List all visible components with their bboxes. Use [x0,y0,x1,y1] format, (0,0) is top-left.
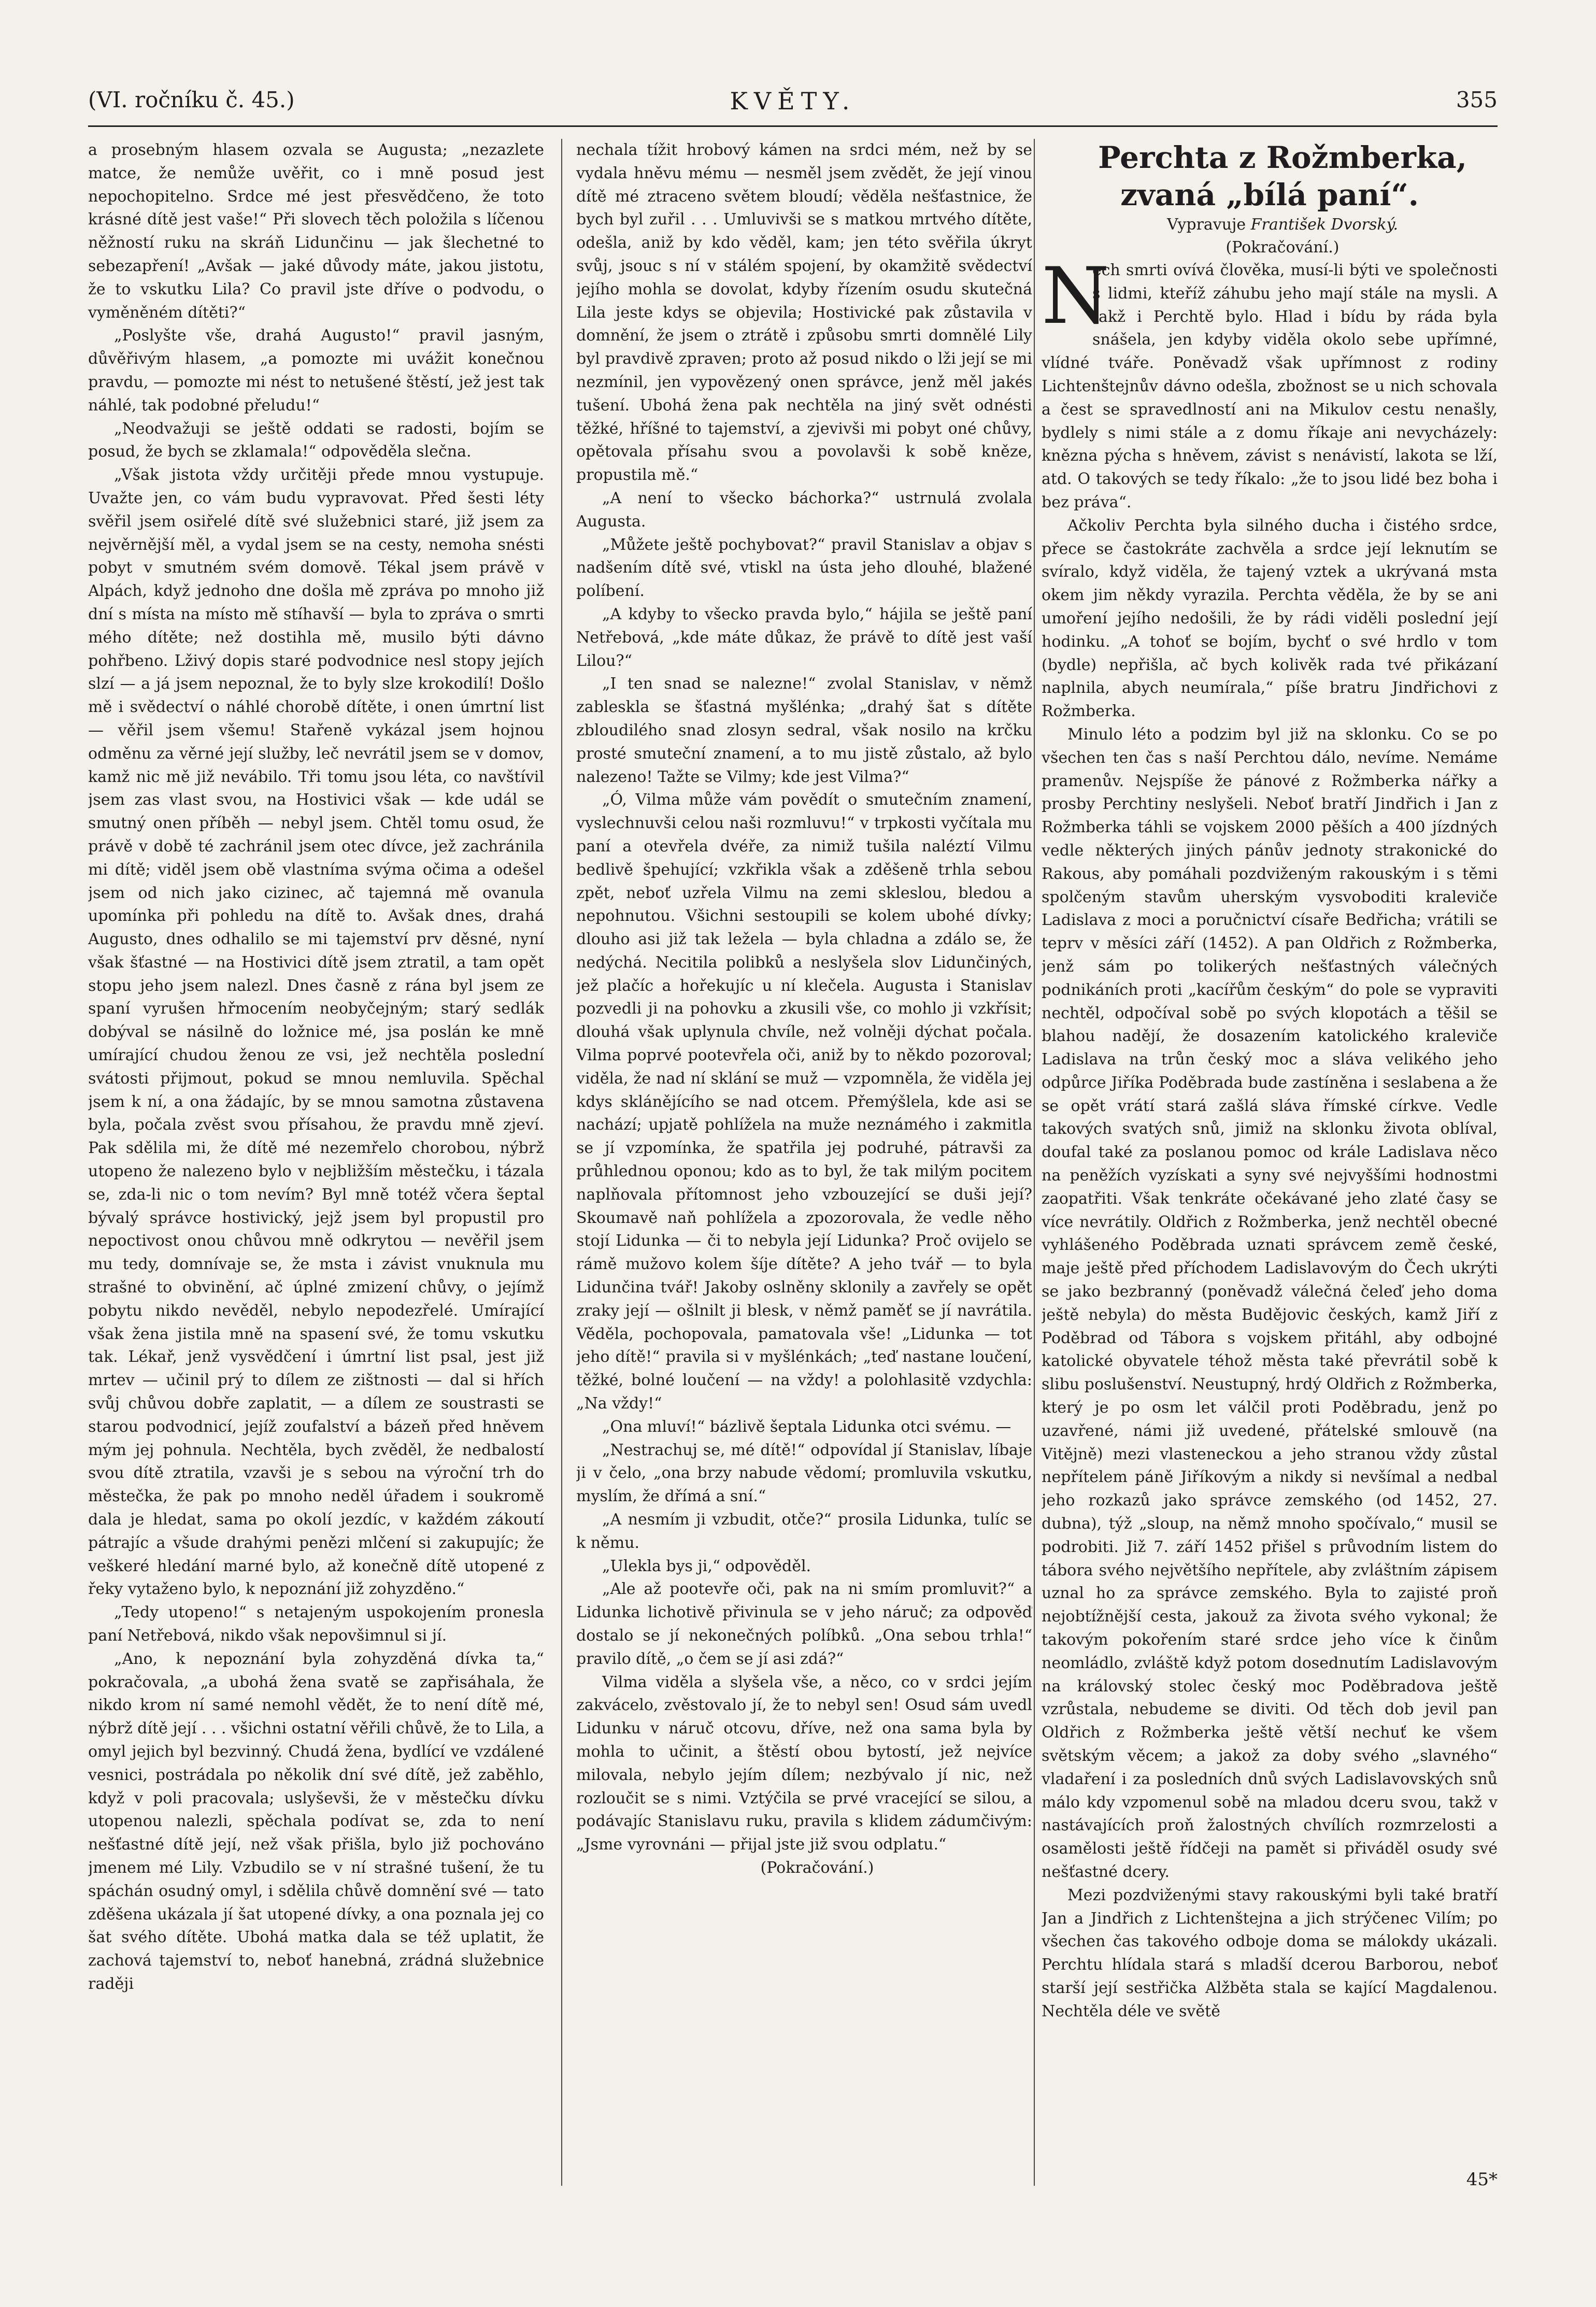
column-right [1042,139,1498,2212]
paragraph: „I ten snad se nalezne!“ zvolal Stanislav, v němž zableskla se šťastná myšlénka; „drahý šat s dítěte zbloudilého snad zlosyn sedral, však nosilo na krčku prosté smuteční znamení, a to mu jistě zůstalo, až bylo nalezeno! Tažte se Vilmy; kde jest Vilma?“ [576,675,1032,786]
paragraph: „Ulekla bys ji,“ odpověděl. [602,1557,811,1575]
paragraph: „Tedy utopeno!“ s netajeným uspokojením pronesla paní Netřebová, nikdo však nepovšimnul si jí. [88,1603,544,1645]
byline [1042,213,1498,236]
byline-prefix: Vypravuje [1166,216,1246,234]
column-left [88,139,544,2212]
drop-cap: N [1042,251,1110,341]
column-divider [1034,139,1035,2186]
author-name: František Dvorský. [1250,216,1399,234]
paragraph: „Ó, Vilma může vám povědít o smutečním znamení, vyslechnuvši celou naši rozmluvu!“ v trpkosti vyčítala mu paní a otevřela dvéře, za nimiž tušila naléztí Vilmu bedlivě špehující; vzkřikla však a zděšeně trhla sebou zpět, neboť uzřela Vilmu na zemi skleslou, bledou a nepohnutou. Všichni sestoupili se kolem ubohé dívky; dlouho asi již tak ležela — byla chladna a zdálo se, že nedýchá. Necitila polibků a neslyšela slov Lidunčiných, jež plačíc a hořekujíc u ní klečela. Augusta i Stanislav pozvedli ji na pohovku a zkusili vše, co mohlo ji vzkřísit; dlouhá však uplynula chvíle, než volněji dýchat počala. Vilma poprvé pootevřela oči, aniž by to někdo pozoroval; viděla, že nad ní sklání se muž — vzpomněla, že viděla jej kdys sklánějícího se nad otcem. Přemýšlela, kde asi se nachází; upjatě pohlížela na muže neznámého i zakmitla se jí vzpomínka, že spatřila jej podruhé, pátravši za průhlednou oponou; kdo as to byl, že tak milým pocitem naplňovala přítomnost jeho vzbouzející se duši její? Skoumavě naň pohlížela a zpozorovala, že vedle něho stojí Lidunka — či to nebyla její Lidunka? Proč ovijelo se rámě mužovo kolem šíje dítěte? A jeho tvář — to byla Lidunčina tvář! Jakoby oslněny sklonily a zavřely se opět zraky její — ošlnilt ji blesk, v němž paměť se jí navrátila. Věděla, pochopovala, pamatovala vše! „Lidunka — tot jeho dítě!“ pravila si v myšlénkách; „teď nastane loučení, těžké, bolné loučení — na vždy! a polohlasitě vzdychla: „Na vždy!“ [576,791,1032,1413]
continued-label: (Pokračování.) [1226,238,1340,257]
paragraph: „A není to všecko báchorka?“ ustrnulá zvolala Augusta. [576,489,1032,531]
paragraph: „Neodvažuji se ještě oddati se radosti, bojím se posud, že bych se zklamala!“ odpověděla slečna. [88,419,544,461]
header-rule [88,125,1498,127]
paragraph: „A nesmím ji vzbudit, otče?“ prosila Lidunka, tulíc se k němu. [576,1511,1032,1552]
volume-info: (VI. ročníku č. 45.) [88,87,295,112]
column-middle [576,139,1032,2212]
paragraph [1042,251,1498,515]
paragraph: „Můžete ještě pochybovat?“ pravil Stanislav a objav s nadšením dítě své, vtiskl na ústa jeho dlouhé, blažené políbení. [576,535,1032,601]
column-divider [561,139,562,2186]
paragraph-text: ech smrti ovívá člověka, musí-li býti ve společnosti s lidmi, kteříž záhubu jeho mají stále na mysli. A takž i Perchtě bylo. Hlad i bídu by ráda byla snášela, jen kdyby viděla okolo sebe upřímné, vlídné tváře. Poněvadž však upřímnost z rodiny Lichtenštejnův dávno odešla, zbožnost se u nich schovala a čest se spravedlností ani na Mikulov cestu nenašly, bydlely s nimi stále a z domu říkaje ani nevycházely: knězna pýcha s hněvem, závist s nenávistí, lakota se lží, atd. O takových se tedy říkalo: „že to jsou lidé bez boha i bez práva“. [1042,261,1498,511]
page-header [88,87,1498,129]
paragraph: Ačkoliv Perchta byla silného ducha i čistého srdce, přece se častokráte zachvěla a srdce její leknutím se svíralo, když viděla, že tajený vztek a ukrývaná msta okem jim někdy vyrazila. Perchta věděla, že by se ani umoření jejího nedošili, že by rádi viděli poslední její hodinku. „A tohoť se bojím, bychť o své hrdlo v tom (bydle) nepřišla, ač bych kolivěk rada tvé přikázaní naplnila, abych neumírala,“ píše bratru Jindřichovi z Rožmberka. [1042,516,1498,721]
continued-note: (Pokračování.) [760,1858,874,1877]
paragraph: „Ona mluví!“ bázlivě šeptala Lidunka otci svému. — [602,1417,1011,1436]
paragraph: Minulo léto a podzim byl již na sklonku. Co se po všechen ten čas s naší Perchtou dálo, nevíme. Nemáme pramenův. Nejspíše že pánové z Rožmberka nářky a prosby Perchtiny neslyšeli. Neboť bratří Jindřich i Jan z Rožmberka táhli se vojskem 2000 pěších a 400 jízdných vedle některých jiných pánův jednoty strakonické do Rakous, aby pomáhali pozdviženým rakouským i s těmi spolčeným stavům uherským vysvoboditi kraleviče Ladislava z moci a poručnictví císaře Bedřicha; vrátili se teprv v měsíci září (1452). A pan Oldřich z Rožmberka, jenž sám po tolikerých nešťastných válečných podnikáních proti „kacířům českým“ do pole se vypraviti nechtěl, odpočíval sobě po svých klopotách a těšil se blahou nadějí, že dosazením katolického kraleviče Ladislava na trůn český moc a sláva velikého jeho odpůrce Jiříka Poděbrada bude zastíněna i seslabena a že se opět vrátí stará zašlá sláva římské církve. Vedle takových svatých snů, jimiž na sklonku života oblíval, doufal také za poslanou pomoc od krále Ladislava něco na peněžích vyzískati a syny své nejvyššími hodnostmi zaopatřiti. Však tenkráte očekávané jeho zlaté časy se více nevrátily. Oldřich z Rožmberka, jenž nechtěl obecné vyhlášeného Poděbrada uznati správcem země české, maje ještě před příchodem Ladislavovým do Čech ukrýti se jako bezbranný (poněvadž válečná čeleď jeho doma ještě nebyla) do města Budějovic českých, kamž Jiří z Poděbrad od Tábora s vojskem přitáhl, aby odbojné katolické obyvatele téhož města také převrátil sobě k slibu poslušenství. Neustupný, hrdý Oldřich z Rožmberka, který je po osm let válčil proti Poděbradu, jenž po uzavřené, námi již uvedené, přátelské smlouvě (na Vitějně) mezi vlasteneckou a jeho stranou vždy zůstal nepřítelem páně Jiříkovým a nikdy si nevšímal a nedbal jeho rozkazů jako správce zemského (od 1452, 27. dubna), týž „sloup, na němž mnoho spočívalo,“ musil se podrobiti. Již 7. září 1452 přišel s průvodním listem do tábora svého největšího nepřítele, aby zvláštním zápisem uznal ho za správce zemského. Byla to zajisté proň nejobtížnější cesta, jakouž za života svého vykonal; že takovým pokořením staré srdce jeho více k činům neomládlo, zvláště když potom dosednutím Ladislavovým na královský stolec český moc Poděbradova ještě vzrůstala, nebudeme se diviti. Od těch dob jevil pan Oldřich z Rožmberka ještě větší nechuť ke všem světským věcem; a jakož za doby svého „slavného“ vladaření i za posledních dnů svých Ladislavovských snů málo kdy vzpomenul sobě na mladou dceru svou, takž v nastávajících proň žalostných chvílích rozmrzelosti a osamělosti ještě řídčeji na pamět si přiváděl osudy své nešťastné dcery. [1042,725,1498,1881]
paragraph: Vilma viděla a slyšela vše, a něco, co v srdci jejím zakvácelo, zvěstovalo jí, že to nebyl sen! Osud sám uvedl Lidunku v náruč otcovu, dříve, než ona sama byla by mohla to učinit, a štěstí obou bytostí, jež nejvíce milovala, nebylo jejím dílem; nezbývalo jí nic, než rozloučit se s nimi. Vztýčila se prvé vracející se silou, a podávajíc Stanislavu ruku, pravila s klidem zádumčivým: „Jsme vyrovnáni — přijal jste již svou odplatu.“ [576,1673,1032,1854]
journal-title: KVĚTY. [730,87,856,115]
paragraph: „A kdyby to všecko pravda bylo,“ hájila se ještě paní Netřebová, „kde máte důkaz, že právě to dítě jest vaší Lilou?“ [576,605,1032,670]
paragraph: „Ale až pootevře oči, pak na ni smím promluvit?“ a Lidunka lichotivě přivinula se v jeho náruč; za odpověď dostalo se jí nekonečných políbků. „Ona sebou trhla!“ pravilo dítě, „o čem se jí asi zdá?“ [576,1580,1032,1668]
paragraph: „Však jistota vždy určitěji přede mnou vystupuje. Uvažte jen, co vám budu vypravovat. Před šesti léty svěřil jsem osiřelé dítě své služebnici staré, již jsem za nejvěrnější měl, a vydal jsem se na cesty, nemoha snésti pobyt v smutném svém domově. Tékal jsem právě v Alpách, když jednoho dne došla mě zpráva po mnoho již dní s místa na místo mě stíhavší — byla to zpráva o smrti mého dítěte; než dostihla mě, musilo býti dávno pohřbeno. Lživý dopis staré podvodnice nesl stopy jejích slzí — a já jsem nepoznal, že to byly slze krokodilí! Došlo mě i svědectví o náhlé chorobě dítěte, i onen úmrtní list — věřil jsem všemu! Stařeně vykázal jsem hojnou odměnu za věrné její služby, leč nevrátil jsem se v domov, kamž nic mě již nevábilo. Tři tomu jsou léta, co navštívil jsem zas vlast svou, na Hostivici však — kde udál se smutný onen příběh — nebyl jsem. Chtěl tomu osud, že právě v době té zachránil jsem otec dívce, jež zachránila mi dítě; viděl jsem obě vlastníma svýma očima a odešel jsem od nich jako cizinec, ač tajemná mě ovanula upomínka při pohledu na dítě to. Avšak dnes, drahá Augusto, dnes odhalilo se mi tajemství prv děsné, nyní však šťastné — na Hostivici dítě jsem ztratil, a tam opět stopu jeho jsem nalezl. Dnes časně z rána byl jsem ze spaní vyrušen hřmocením neobyčejným; starý sedlák dobýval se násilně do ložnice mé, jsa poslán ke mně umírající chudou ženou ze vsi, jež nechtěla poslední svátosti přijmout, pokud se mnou nemluvila. Spěchal jsem k ní, a ona žádajíc, by se mnou samotna zůstavena byla, počala zvěst svou přísahou, že pravdu mně zjeví. Pak sdělila mi, že dítě mé nezemřelo chorobou, nýbrž utopeno že nalezeno bylo v nejbližším městečku, i tázala se, zda-li nic o tom nevím? Byl mně totéž včera šeptal bývalý správce hostivický, jejž jsem byl propustil pro nepoctivost onou chůvou mně odkrytou — nevěřil jsem mu tedy, domnívaje se, že msta i závist vnuknula mu strašné to obvinění, ač úplné zmizení chůvy, o jejímž pobytu nikdo nevěděl, nebylo nepodezřelé. Umírající však žena jistila mně na spasení své, že tomu vskutku tak. Lékař, jenž vysvědčení i úmrtní list psal, jest již mrtev — učinil prý to dílem ze zištnosti — dal si hřích svůj chůvou dobře zaplatit, — a dílem ze soustrasti se starou podvodnicí, jejíž zoufalství a bázeň před hněvem mým jej pohnula. Nechtěla, bych zvěděl, že nedbalostí svou dítě ztratila, vzavši je s sebou na výroční trh do městečka, že pak po mnoho neděl úřadem i soukromě dala je hledat, sama po okolí jezdíc, v každém zákoutí pátrajíc a všude drahými penězi mlčení si zakupujíc; že veškeré hledání marné bylo, až konečně dítě utopené z řeky vytaženo bylo, k nepoznání již zohyzděno.“ [88,466,544,1599]
page-number: 355 [1456,87,1498,112]
paragraph: „Ano, k nepoznání byla zohyzděná dívka ta,“ pokračovala, „a ubohá žena svatě se zapřisáhala, že nikdo krom ní samé nemohl vědět, že to není dítě mé, nýbrž dítě její . . . všichni ostatní věřili chůvě, že to Lila, a omyl jejich byl bezvinný. Chudá žena, bydlící ve vzdálené vesnici, postrádala po několik dní své dítě, jež zaběhlo, když v poli pracovala; uslyševši, že v městečku dívku utopenou nalezli, spěchala podívat se, zda to není nešťastné dítě její, než však přišla, bylo již pochováno jmenem mé Lily. Vzbudilo se v ní strašné tušení, že tu spáchán osudný omyl, i sdělila chůvě domnění své — tato zděšena ukázala jí šat utopené dívky, a ona poznala jej co šat svého dítěte. Ubohá matka dala se též uplatit, že zachová tajemství to, neboť hanebná, zrádná služebnice raději [88,1649,544,1993]
paragraph: a prosebným hlasem ozvala se Augusta; „nezazlete matce, že nemůže uvěřit, co i mně posud jest nepochopitelno. Srdce mé jest přesvědčeno, že toto krásné dítě jest vaše!“ Při slovech těch položila s líčenou něžností ruku na skráň Lidunčinu — jak šlechetné to sebezapření! „Avšak — jaké důvody máte, jakou jistotu, že to vskutku Lila? Co pravil jste dříve o podvodu, o vyměněném dítěti?“ [88,141,544,322]
article-title: Perchta z Rožmberka, zvaná „bílá paní“. [1098,140,1467,212]
paragraph: „Nestrachuj se, mé dítě!“ odpovídal jí Stanislav, líbaje ji v čelo, „ona brzy nabude vědomí; promluvila vskutku, myslím, že dřímá a sní.“ [576,1441,1032,1506]
paragraph: nechala tížit hrobový kámen na srdci mém, než by se vydala hněvu mému — nesměl jsem zvědět, že její vinou dítě mé ztraceno světem bloudí; věděla nešťastnice, že bych byl zuřil . . . Umluvivši se s matkou mrtvého dítěte, odešla, aniž by kdo věděl, kam; jen této svěřila úkryt svůj, jsouc s ní v stálém spojení, by okamžitě svědectví jejího mohla se dovolat, kdyby řízením osudu skutečná Lila jeste kdys se objevila; Hostivické pak zůstavila v domnění, že jsem o ztrátě i způsobu smrti domnělé Lily byl pravdivě zpraven; proto až posud nikdo o lži její se mi nezmínil, jen vypovězený onen správce, jenž měl jakés tušení. Ubohá žena pak nechtěla na jiný svět odnésti těžké, hříšné to tajemství, a zjevivši mi pobyt oné chůvy, opětovala přísahu svou a povolavši k sobě kněze, propustila mě.“ [576,141,1032,485]
paragraph: Mezi pozdviženými stavy rakouskými byli také bratří Jan a Jindřich z Lichtenštejna a jich strýčenec Vilím; po všechen čas takového odboje doma se málokdy ukázali. Perchtu hlídala stará s mladší dcerou Barborou, neboť starší její sestřička Alžběta stala se kající Magdalenou. Nechtěla déle ve světě [1042,1886,1498,2020]
paragraph: „Poslyšte vše, drahá Augusto!“ pravil jasným, důvěřivým hlasem, „a pomozte mi uvážit konečnou pravdu, — pomozte mi nést to netušené štěstí, jež jest tak náhlé, tak podobné přeludu!“ [88,326,544,415]
signature-mark: 45* [1466,2169,1498,2190]
